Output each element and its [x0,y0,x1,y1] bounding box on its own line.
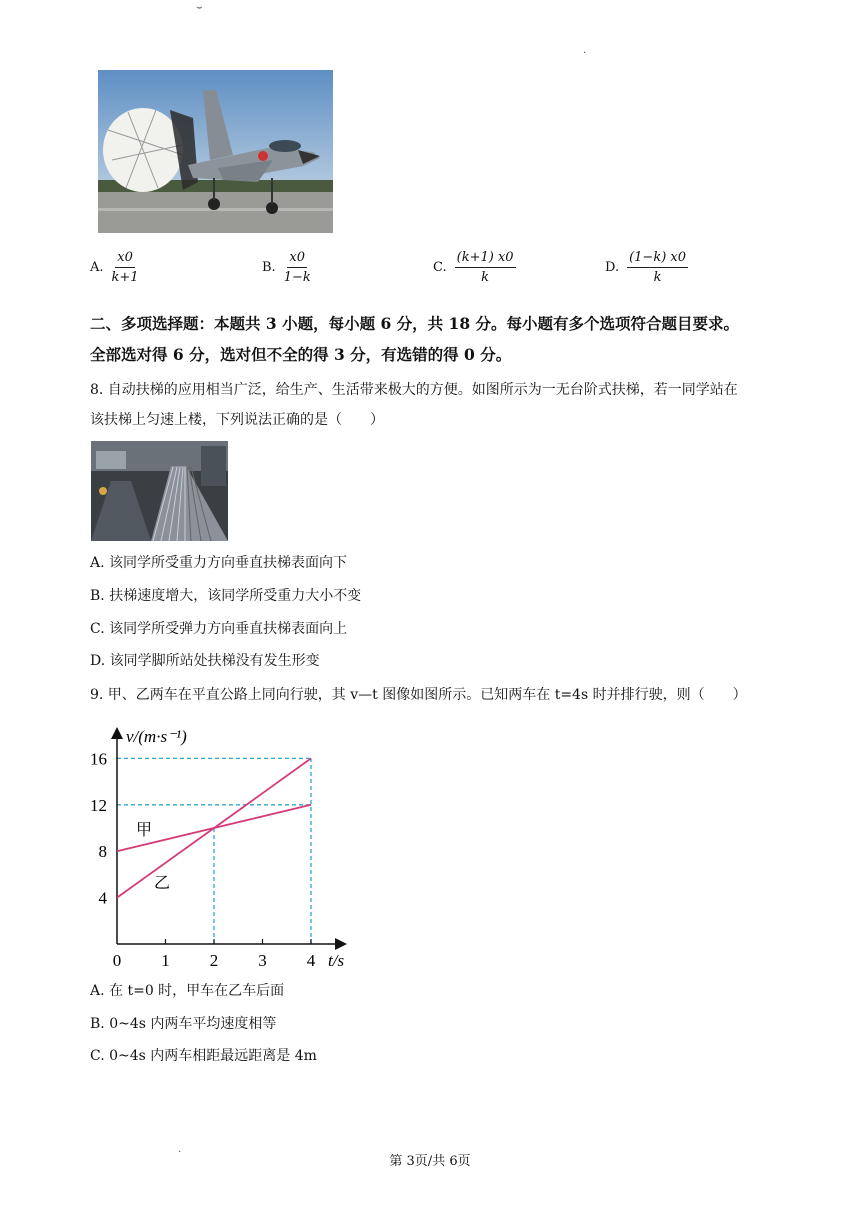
y-tick-label: 16 [90,749,107,769]
q9-option-c: C. 0~4s 内两车相距最远距离是 4m [90,1048,317,1064]
fraction: $\frac{(1-k) x0}{k}$ [629,250,687,285]
q7-option-c: C. $\frac{(k+1) x0}{k}$ [433,250,514,285]
scan-mark: ⌣ [196,2,203,13]
series-label-jia: 甲 [136,820,153,839]
y-axis-label: v/(m·s⁻¹) [126,727,187,746]
x-tick-label: 1 [161,951,170,970]
fraction: $\frac{x0}{1-k}$ [283,250,311,285]
q8-stem-line1: 8. 自动扶梯的应用相当广泛，给生产、生活带来极大的方便。如图所示为一无台阶式扶梯，若一同学站在 [90,382,738,398]
x-tick-label: 3 [258,951,267,970]
q9-stem: 9. 甲、乙两车在平直公路上同向行驶，其 v—t 图像如图所示。已知两车在 t=4s 时并排行驶，则（ ） [90,687,747,703]
section-heading-line2: 全部选对得 6 分，选对但不全的得 3 分，有选错的得 0 分。 [90,345,512,364]
q8-option-d: D. 该同学脚所站处扶梯没有发生形变 [90,653,320,669]
q9-option-b: B. 0~4s 内两车平均速度相等 [90,1016,277,1032]
y-tick-label: 8 [98,842,107,862]
page-footer: 第 3页/共 6页 [389,1154,471,1169]
scan-dot: · [178,1147,182,1158]
fraction: $\frac{x0}{k+1}$ [111,250,139,285]
y-tick-label: 12 [90,795,107,815]
q9-option-a: A. 在 t=0 时，甲车在乙车后面 [90,983,285,999]
scan-dot: · [583,48,587,59]
q8-stem-line2: 该扶梯上匀速上楼，下列说法正确的是（ ） [90,412,384,428]
section-heading-line1: 二、多项选择题：本题共 3 小题，每小题 6 分，共 18 分。每小题有多个选项符合题目要求。 [90,314,740,333]
q8-option-a: A. 该同学所受重力方向垂直扶梯表面向下 [90,555,348,571]
y-tick-label: 4 [98,888,107,908]
q7-option-d: D. $\frac{(1-k) x0}{k}$ [605,250,687,285]
fighter-jet-photo [98,70,333,233]
x-tick-label: 2 [209,951,219,970]
q7-option-a: A. $\frac{x0}{k+1}$ [90,250,139,285]
fraction: $\frac{(k+1) x0}{k}$ [456,250,514,285]
x-tick-label: 0 [112,951,122,970]
q8-option-b: B. 扶梯速度增大，该同学所受重力大小不变 [90,588,362,604]
x-tick-label: 4 [306,951,316,970]
vt-graph-svg [88,722,358,972]
q7-option-b: B. $\frac{x0}{1-k}$ [262,250,311,285]
series-label-yi: 乙 [154,873,171,892]
q8-option-c: C. 该同学所受弹力方向垂直扶梯表面向上 [90,621,348,637]
vt-graph [88,722,358,972]
escalator-photo [91,441,228,541]
x-axis-label: t/s [328,951,345,970]
